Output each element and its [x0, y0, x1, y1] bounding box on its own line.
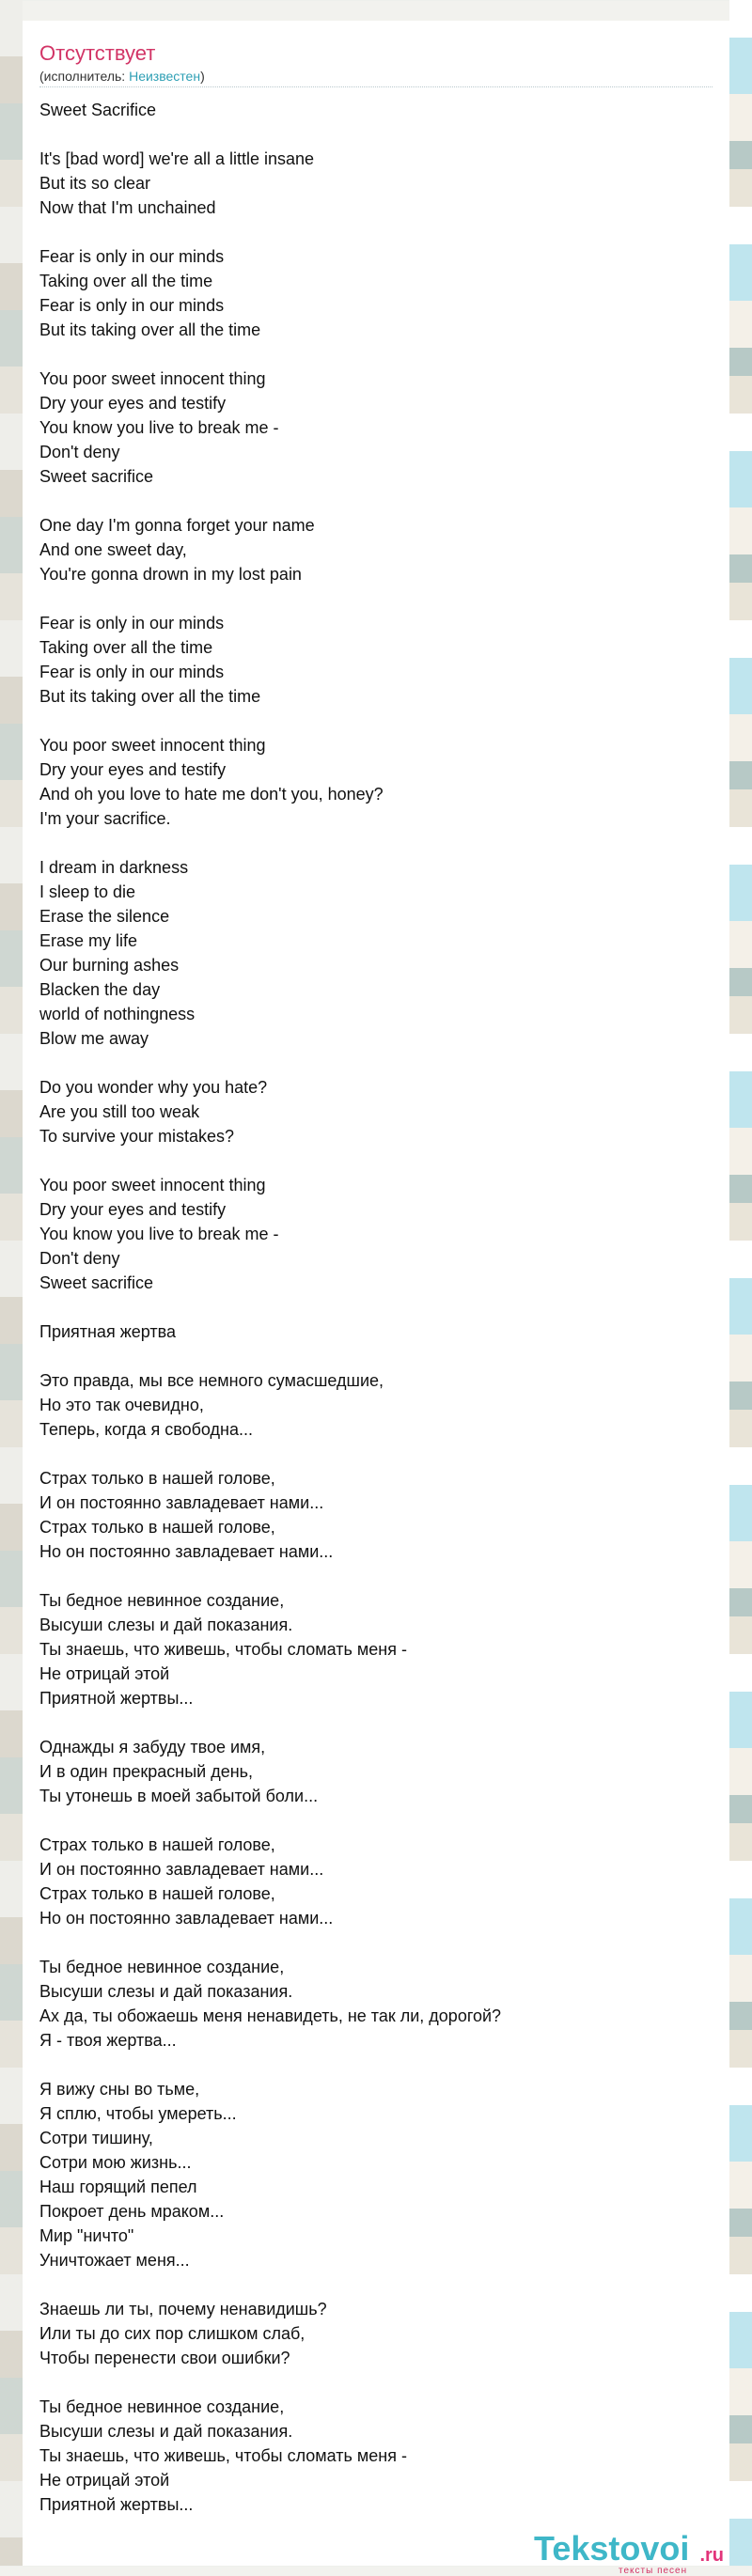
- artist-link[interactable]: Неизвестен: [129, 69, 201, 84]
- lyric-line: Страх только в нашей голове,: [39, 1835, 275, 1854]
- lyric-line: Приятная жертва: [39, 1322, 176, 1341]
- lyric-line: Я - твоя жертва...: [39, 2031, 177, 2050]
- artist-suffix: ): [200, 69, 205, 84]
- lyric-line: Our burning ashes: [39, 956, 180, 975]
- lyric-blank-line: [39, 489, 713, 513]
- lyric-line: Покроет день мраком...: [39, 2202, 225, 2221]
- lyric-line: Now that I'm unchained: [39, 198, 216, 217]
- lyric-line: Ты знаешь, что живешь, чтобы сломать меня -: [39, 2446, 407, 2465]
- song-header: [39, 41, 713, 85]
- lyric-line: One day I'm gonna forget your name: [39, 516, 315, 535]
- lyric-line: Blacken the day: [39, 980, 161, 999]
- lyric-line: And oh you love to hate me don't you, honey?: [39, 785, 384, 804]
- lyric-line: Fear is only in our minds: [39, 663, 225, 681]
- lyric-blank-line: [39, 586, 713, 611]
- lyric-blank-line: [39, 1930, 713, 1955]
- header-divider: [39, 86, 713, 87]
- lyric-blank-line: [39, 1295, 713, 1319]
- lyric-line: Наш горящий пепел: [39, 2178, 197, 2196]
- lyric-line: Taking over all the time: [39, 638, 213, 657]
- lyric-line: You know you live to break me -: [39, 1225, 279, 1243]
- lyric-line: Мир "ничто": [39, 2226, 134, 2245]
- lyric-blank-line: [39, 831, 713, 855]
- lyric-line: Ты бедное невинное создание,: [39, 1591, 285, 1610]
- site-logo[interactable]: [508, 2529, 729, 2576]
- lyric-line: Уничтожает меня...: [39, 2251, 190, 2270]
- artist-prefix: (исполнитель:: [39, 69, 130, 84]
- lyric-line: You poor sweet innocent thing: [39, 1176, 266, 1194]
- lyric-line: Dry your eyes and testify: [39, 1200, 227, 1219]
- lyric-blank-line: [39, 1808, 713, 1833]
- lyric-blank-line: [39, 122, 713, 147]
- lyric-blank-line: [39, 1344, 713, 1368]
- logo-tagline: тексты песен: [619, 2566, 688, 2576]
- lyric-line: Ах да, ты обожаешь меня ненавидеть, не так ли, дорогой?: [39, 2006, 502, 2025]
- lyric-line: It's [bad word] we're all a little insane: [39, 149, 315, 168]
- lyric-line: I sleep to die: [39, 882, 136, 901]
- lyric-line: Sweet Sacrifice: [39, 101, 157, 119]
- lyric-line: You know you live to break me -: [39, 418, 279, 437]
- lyric-line: Не отрицай этой: [39, 2471, 170, 2490]
- lyric-line: И он постоянно завладевает нами...: [39, 1493, 324, 1512]
- lyric-line: Приятной жертвы...: [39, 2495, 194, 2514]
- lyric-line: Сотри мою жизнь...: [39, 2153, 192, 2172]
- lyric-blank-line: [39, 709, 713, 733]
- lyric-line: Теперь, когда я свободна...: [39, 1420, 254, 1439]
- lyric-blank-line: [39, 1148, 713, 1173]
- lyric-line: Высуши слезы и дай показания.: [39, 1616, 293, 1634]
- lyrics-body: [39, 98, 713, 2517]
- lyric-line: Но это так очевидно,: [39, 1396, 204, 1414]
- lyric-line: Fear is only in our minds: [39, 614, 225, 632]
- song-title: Отсутствует: [39, 41, 156, 65]
- lyric-blank-line: [39, 1710, 713, 1735]
- lyric-line: Dry your eyes and testify: [39, 760, 227, 779]
- lyric-line: But its taking over all the time: [39, 320, 261, 339]
- lyric-line: Чтобы перенести свои ошибки?: [39, 2349, 290, 2367]
- lyric-line: Но он постоянно завладевает нами...: [39, 1542, 334, 1561]
- lyric-line: Или ты до сих пор слишком слаб,: [39, 2324, 306, 2343]
- lyric-blank-line: [39, 1564, 713, 1588]
- lyric-line: Знаешь ли ты, почему ненавидишь?: [39, 2300, 327, 2318]
- lyric-line: Do you wonder why you hate?: [39, 1078, 268, 1097]
- lyric-line: To survive your mistakes?: [39, 1127, 235, 1146]
- lyric-line: I dream in darkness: [39, 858, 189, 877]
- lyric-line: Ты знаешь, что живешь, чтобы сломать меня -: [39, 1640, 407, 1659]
- lyric-line: Однажды я забуду твое имя,: [39, 1738, 266, 1756]
- artist-line: [39, 68, 713, 85]
- lyric-line: Don't deny: [39, 443, 120, 461]
- lyric-blank-line: [39, 2272, 713, 2297]
- lyric-line: Ты утонешь в моей забытой боли...: [39, 1787, 319, 1805]
- lyric-line: Erase the silence: [39, 907, 170, 926]
- lyric-line: Страх только в нашей голове,: [39, 1469, 275, 1488]
- lyrics-card: [23, 21, 729, 2566]
- lyric-line: Высуши слезы и дай показания.: [39, 2422, 293, 2441]
- lyric-blank-line: [39, 2370, 713, 2395]
- lyric-line: И в один прекрасный день,: [39, 1762, 254, 1781]
- lyric-line: Erase my life: [39, 931, 138, 950]
- lyric-line: Fear is only in our minds: [39, 296, 225, 315]
- lyric-line: Ты бедное невинное создание,: [39, 2397, 285, 2416]
- lyric-blank-line: [39, 220, 713, 244]
- lyric-line: Dry your eyes and testify: [39, 394, 227, 413]
- lyric-blank-line: [39, 2053, 713, 2077]
- lyric-line: And one sweet day,: [39, 540, 187, 559]
- lyric-line: You poor sweet innocent thing: [39, 369, 266, 388]
- lyric-line: Не отрицай этой: [39, 1664, 170, 1683]
- lyric-line: world of nothingness: [39, 1005, 196, 1023]
- logo-wordmark: Tekstovoi: [534, 2529, 690, 2568]
- lyric-line: Высуши слезы и дай показания.: [39, 1982, 293, 2001]
- lyric-line: И он постоянно завладевает нами...: [39, 1860, 324, 1879]
- lyric-line: But its so clear: [39, 174, 151, 193]
- background-stripes-left: [0, 0, 23, 2566]
- lyric-line: Are you still too weak: [39, 1102, 200, 1121]
- lyric-line: Приятной жертвы...: [39, 1689, 194, 1708]
- lyric-line: Sweet sacrifice: [39, 1273, 154, 1292]
- lyric-blank-line: [39, 342, 713, 367]
- lyric-line: But its taking over all the time: [39, 687, 261, 706]
- lyric-line: Страх только в нашей голове,: [39, 1518, 275, 1537]
- lyric-line: Don't deny: [39, 1249, 120, 1268]
- logo-tld: .ru: [699, 2545, 724, 2566]
- lyric-line: Я вижу сны во тьме,: [39, 2080, 200, 2099]
- lyric-blank-line: [39, 1442, 713, 1466]
- lyric-line: Fear is only in our minds: [39, 247, 225, 266]
- lyric-blank-line: [39, 1051, 713, 1075]
- lyric-line: You poor sweet innocent thing: [39, 736, 266, 755]
- lyric-line: Сотри тишину,: [39, 2129, 153, 2147]
- lyric-line: Sweet sacrifice: [39, 467, 154, 486]
- lyric-line: You're gonna drown in my lost pain: [39, 565, 302, 584]
- lyric-line: Ты бедное невинное создание,: [39, 1958, 285, 1976]
- lyric-line: Blow me away: [39, 1029, 149, 1048]
- lyric-line: Но он постоянно завладевает нами...: [39, 1909, 334, 1928]
- lyric-line: Я сплю, чтобы умереть...: [39, 2104, 237, 2123]
- background-stripes-right: [729, 0, 752, 2566]
- lyric-line: Taking over all the time: [39, 272, 213, 290]
- lyric-line: Страх только в нашей голове,: [39, 1884, 275, 1903]
- lyric-line: Это правда, мы все немного сумасшедшие,: [39, 1371, 384, 1390]
- lyric-line: I'm your sacrifice.: [39, 809, 171, 828]
